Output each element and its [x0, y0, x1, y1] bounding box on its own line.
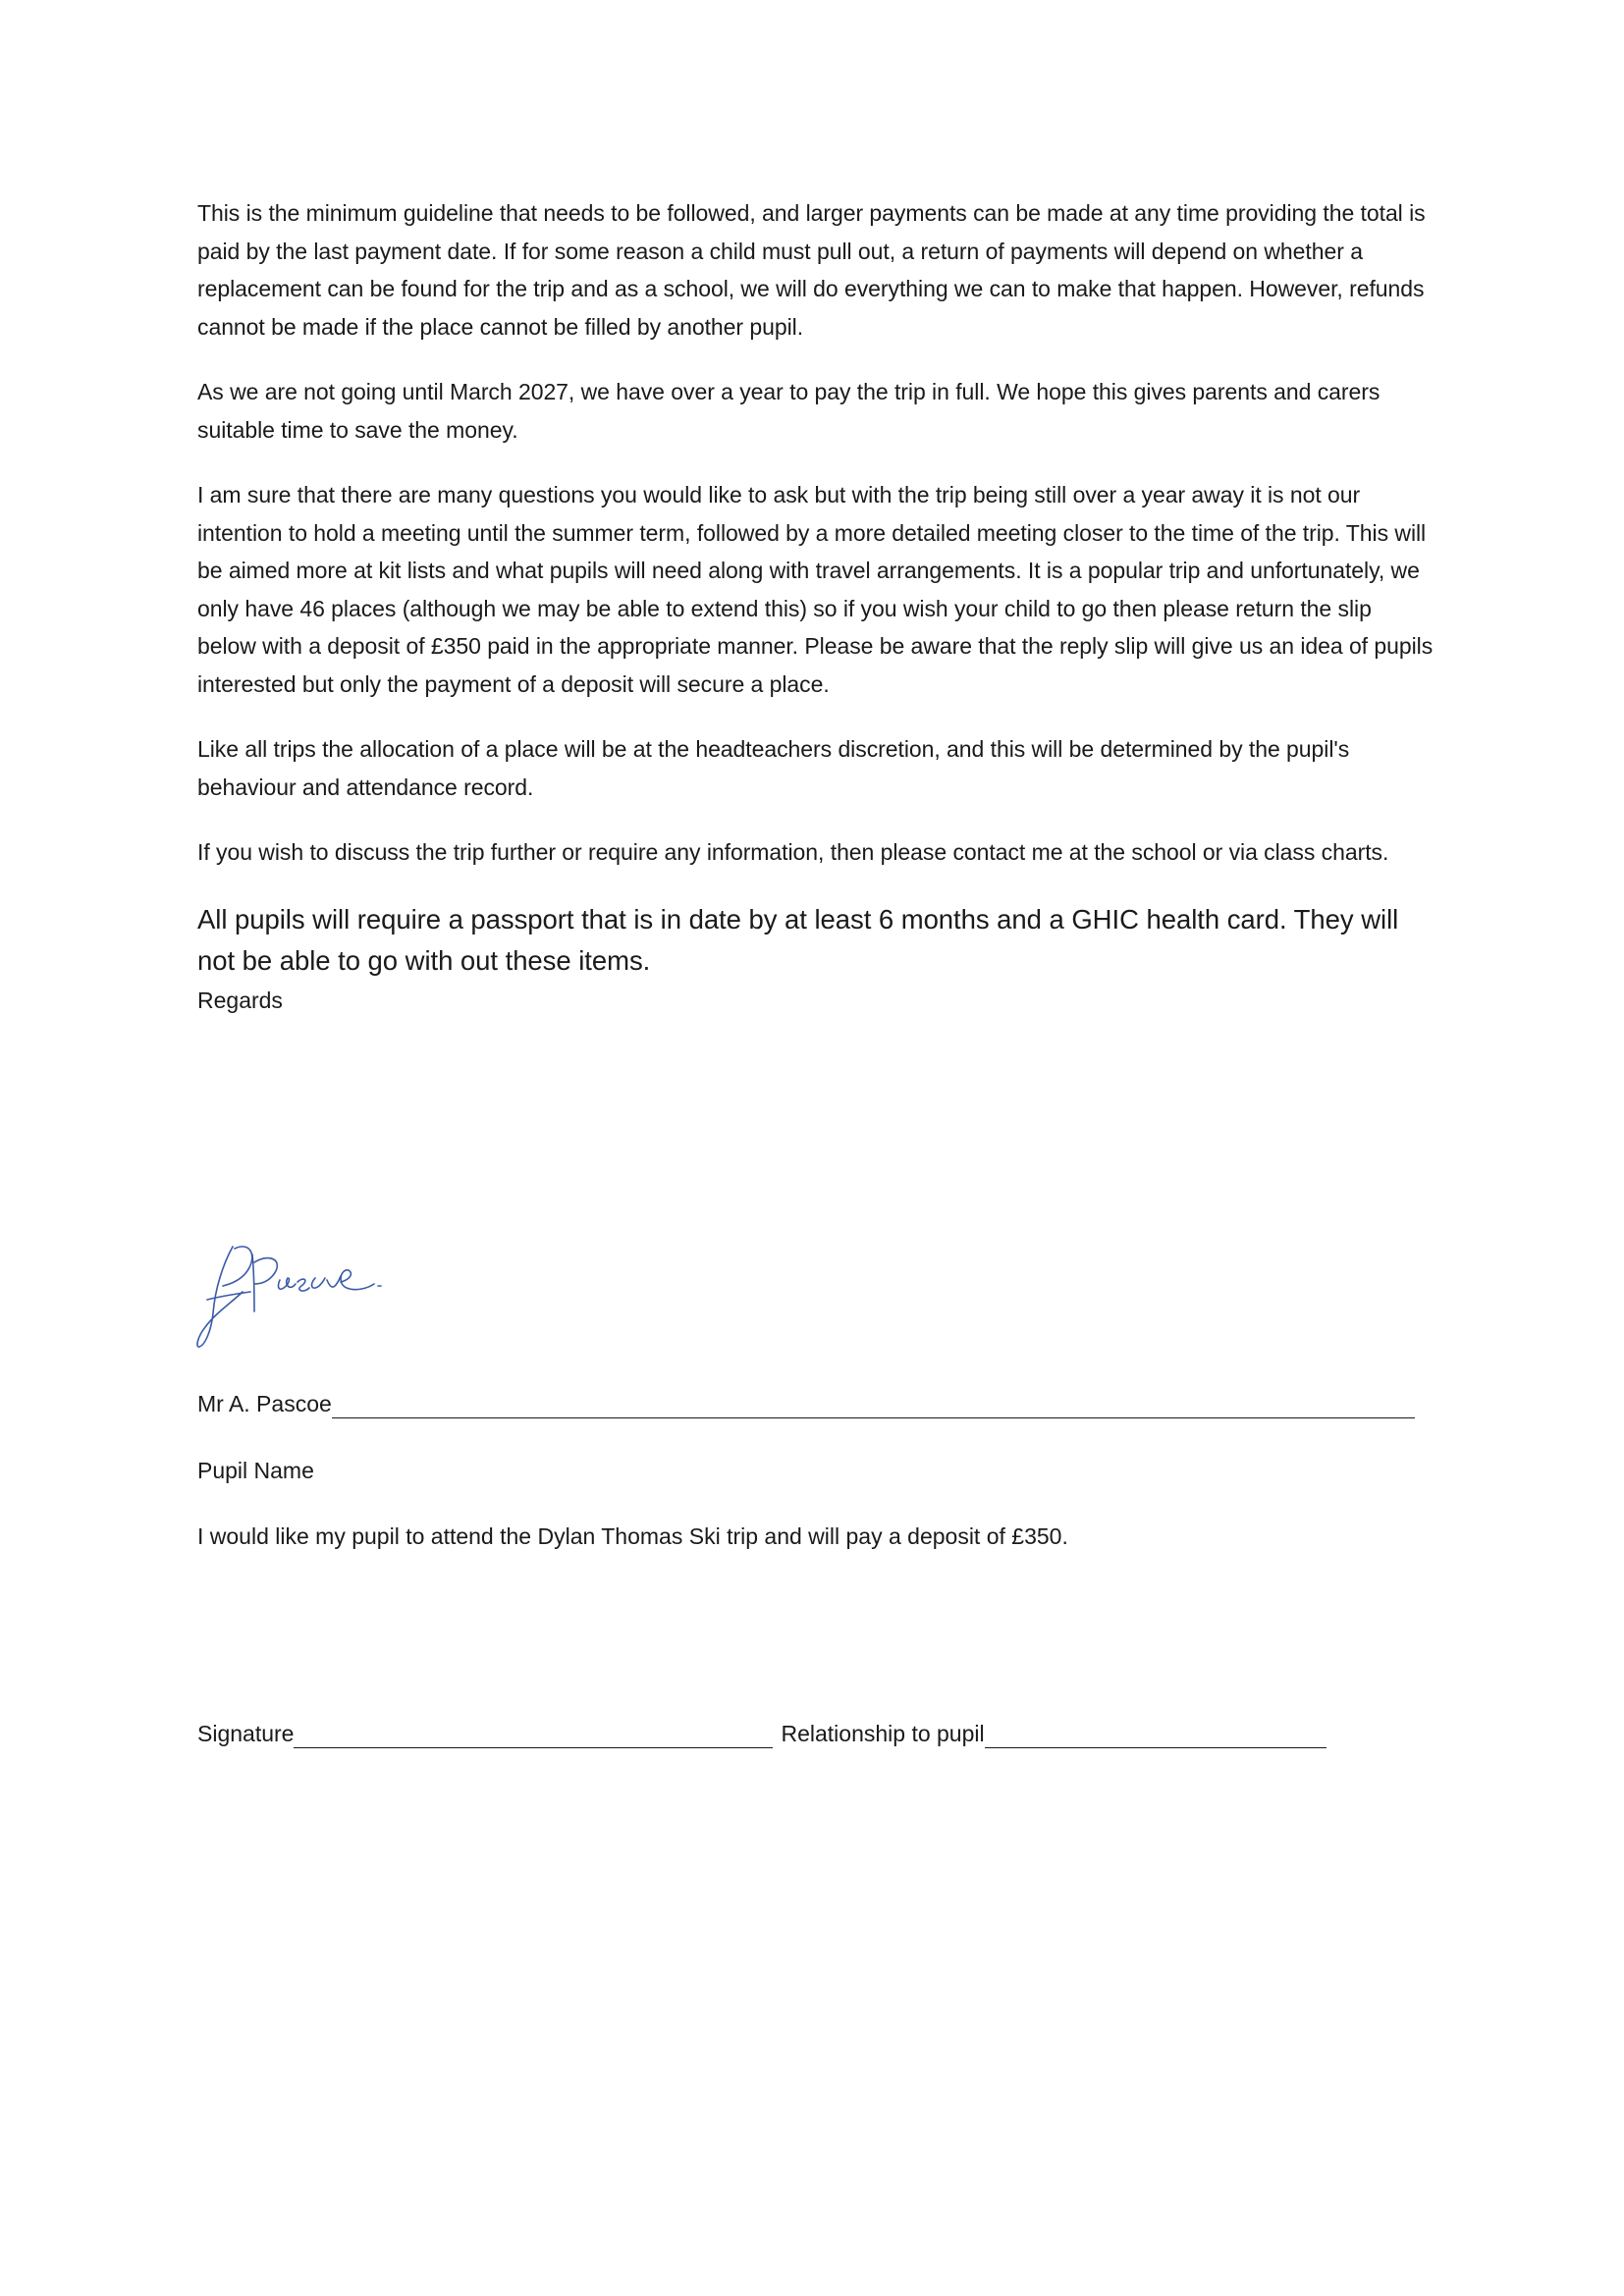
- paragraph-payment-guideline: This is the minimum guideline that needs to be followed, and larger payments can be made at any time providing the total is paid by the last payment date. If for some reason a child must pull out, a return of payments will depend on whether a replacement can be found for the trip and as a school, we will do everything we can to make that happen. However, refunds cannot be made if the place cannot be filled by another pupil.: [197, 200, 1426, 340]
- handwritten-signature-icon: [193, 1235, 390, 1353]
- signature-row: [197, 1719, 1326, 1748]
- letter-body: [197, 194, 1435, 1019]
- paragraph-allocation: Like all trips the allocation of a place will be at the headteachers discretion, and this will be determined by the pupil's behaviour and attendance record.: [197, 736, 1350, 800]
- signatory-line: [197, 1389, 1415, 1418]
- reply-statement: [197, 1522, 1068, 1551]
- paragraph-contact: If you wish to discuss the trip further or require any information, then please contact me at the school or via class charts.: [197, 839, 1389, 865]
- paragraph-trip-date: As we are not going until March 2027, we have over a year to pay the trip in full. We hope this gives parents and carers suitable time to save the money.: [197, 379, 1380, 443]
- closing-regards: Regards: [197, 987, 283, 1013]
- signature-label: Signature: [197, 1721, 295, 1746]
- relationship-label: Relationship to pupil: [781, 1721, 985, 1746]
- signature-field[interactable]: [294, 1724, 773, 1748]
- paragraph-meeting-info: I am sure that there are many questions you would like to ask but with the trip being still over a year away it is not our intention to hold a meeting until the summer term, followed by a more detailed meeting closer to the time of the trip. This will be aimed more at kit lists and what pupils will need along with travel arrangements. It is a popular trip and unfortunately, we only have 46 places (although we may be able to extend this) so if you wish your child to go then please return the slip below with a deposit of £350 paid in the appropriate manner. Please be aware that the reply slip will give us an idea of pupils interested but only the payment of a deposit will secure a place.: [197, 482, 1434, 697]
- signatory-name: Mr A. Pascoe: [197, 1391, 332, 1416]
- reply-statement-text: I would like my pupil to attend the Dylan Thomas Ski trip and will pay a deposit of £350.: [197, 1523, 1068, 1549]
- relationship-field[interactable]: [985, 1724, 1326, 1748]
- pupil-name-field[interactable]: [197, 1456, 314, 1485]
- pupil-name-label: Pupil Name: [197, 1458, 314, 1483]
- signatory-underline: [332, 1394, 1415, 1418]
- passport-notice: All pupils will require a passport that is in date by at least 6 months and a GHIC health card. They will not be able to go with out these items.: [197, 903, 1399, 976]
